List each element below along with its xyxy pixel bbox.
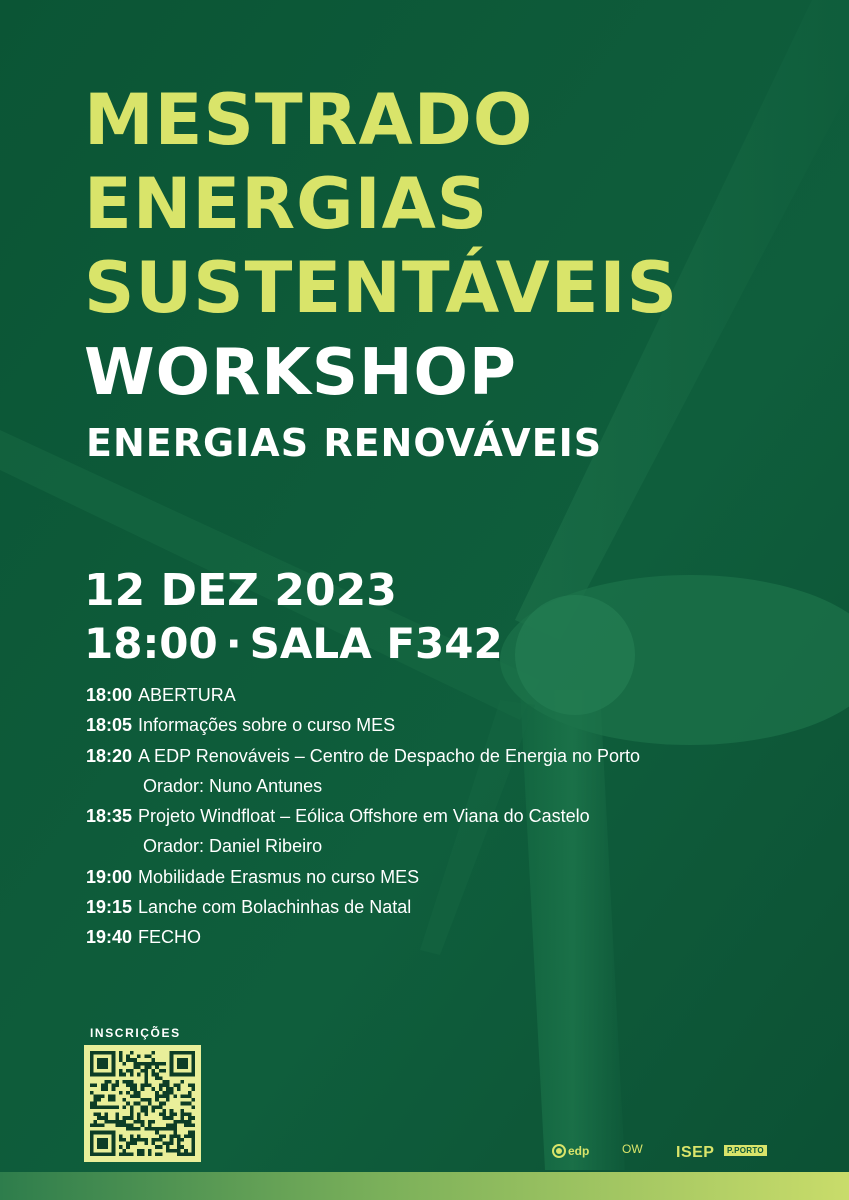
program-title xyxy=(84,78,678,330)
ow-logo xyxy=(622,1142,643,1156)
agenda-text: FECHO xyxy=(138,927,202,948)
agenda-list xyxy=(86,680,640,953)
event-time-room xyxy=(84,618,503,670)
edp-ring-icon xyxy=(552,1144,566,1158)
edp-logo-text: edp xyxy=(568,1144,590,1158)
ow-logo-text: OW xyxy=(622,1142,643,1156)
separator: · xyxy=(225,619,242,668)
agenda-speaker xyxy=(86,771,640,801)
agenda-time: 19:40 xyxy=(86,927,133,948)
agenda-time: 19:15 xyxy=(86,897,133,918)
qr-code-icon[interactable] xyxy=(84,1045,201,1162)
edp-logo xyxy=(552,1144,589,1158)
agenda-time: 18:20 xyxy=(86,745,133,766)
agenda-time: 19:00 xyxy=(86,866,133,887)
title-line-2: ENERGIAS xyxy=(84,163,489,245)
agenda-time: 18:00 xyxy=(86,685,133,705)
agenda-item xyxy=(86,680,640,710)
agenda-speaker xyxy=(86,831,640,861)
agenda-time: 18:35 xyxy=(86,806,133,827)
agenda-item xyxy=(86,892,640,922)
agenda-time: 18:05 xyxy=(86,715,133,736)
agenda-item xyxy=(86,741,640,771)
agenda-text: Orador: Daniel Ribeiro xyxy=(143,836,323,857)
agenda-item xyxy=(86,710,640,740)
pporto-logo: P.PORTO xyxy=(724,1145,767,1156)
agenda-text: Lanche com Bolachinhas de Natal xyxy=(138,897,412,918)
event-date: 12 DEZ 2023 xyxy=(84,565,397,616)
event-time: 18:00 xyxy=(84,619,218,668)
title-line-3: SUSTENTÁVEIS xyxy=(84,247,679,329)
workshop-heading: WORKSHOP xyxy=(84,336,517,410)
qr-code-graphic xyxy=(90,1051,195,1156)
agenda-text: ABERTURA xyxy=(138,685,236,705)
agenda-item xyxy=(86,801,640,831)
bottom-gradient-bar xyxy=(0,1172,849,1200)
title-line-1: MESTRADO xyxy=(84,79,534,161)
registration-label: INSCRIÇÕES xyxy=(90,1026,181,1040)
agenda-text: Orador: Nuno Antunes xyxy=(143,775,323,796)
workshop-subtitle: ENERGIAS RENOVÁVEIS xyxy=(86,421,603,465)
agenda-item xyxy=(86,862,640,892)
agenda-item xyxy=(86,922,640,952)
agenda-text: Projeto Windfloat – Eólica Offshore em Viana do Castelo xyxy=(138,806,590,827)
agenda-text: A EDP Renováveis – Centro de Despacho de Energia no Porto xyxy=(138,745,641,766)
event-room: SALA F342 xyxy=(249,619,503,668)
isep-logo: ISEP xyxy=(676,1144,715,1161)
agenda-text: Mobilidade Erasmus no curso MES xyxy=(138,866,420,887)
agenda-text: Informações sobre o curso MES xyxy=(138,715,396,736)
